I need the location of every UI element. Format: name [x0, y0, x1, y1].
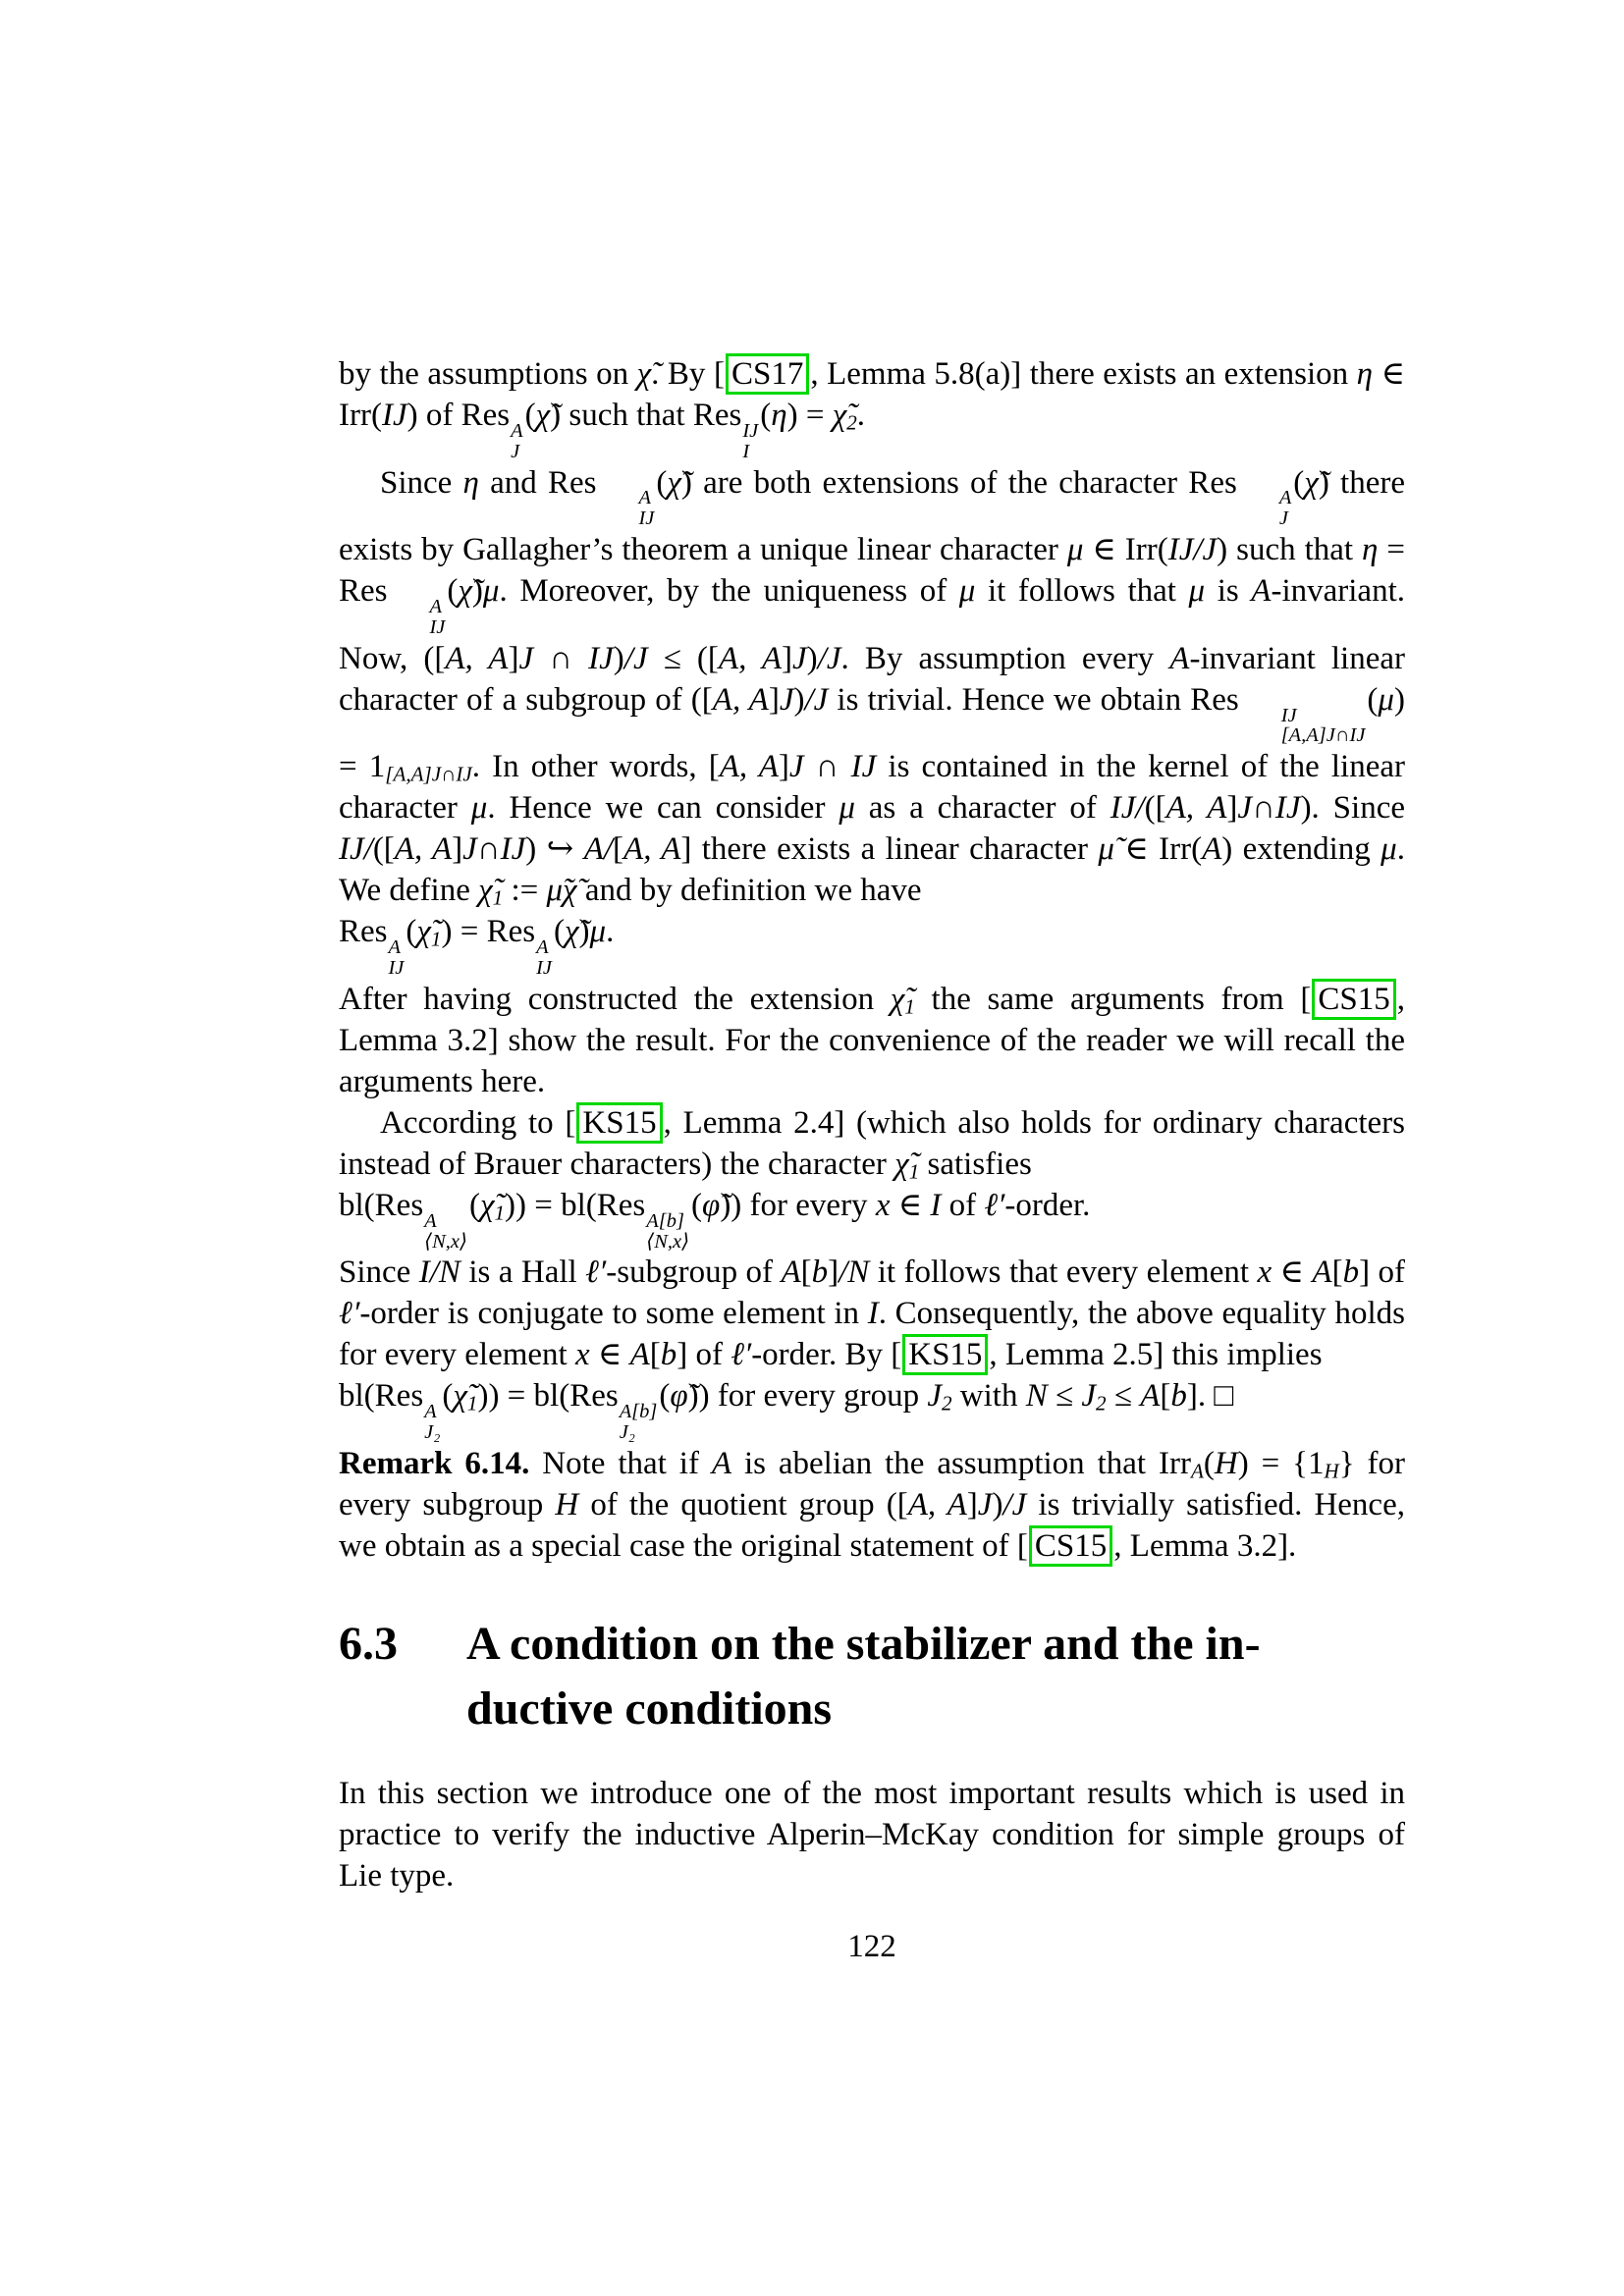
display-equation-restriction	[339, 911, 1405, 979]
text-run: ) there exists by Gallagher’s theorem a unique linear character	[339, 464, 1405, 568]
text-run: . By [	[651, 356, 725, 392]
text-run: )) = bl(Res	[477, 1378, 619, 1415]
text-run: . Consequently, the above equality holds for every element	[339, 1296, 1405, 1373]
text-run: ]. □	[1186, 1378, 1234, 1415]
text-run: of the quotient group ([	[578, 1487, 908, 1523]
text-run: and Res	[478, 464, 597, 501]
text-run: ]	[966, 1487, 978, 1523]
text-run: )	[578, 914, 590, 950]
math-text: /J	[817, 640, 841, 676]
text-run: .	[606, 914, 615, 950]
math-script: 1	[908, 1159, 920, 1184]
text-run: )	[992, 1487, 1003, 1523]
text-run: ]	[1226, 790, 1238, 827]
math-text: A, A	[718, 640, 782, 676]
math-supsub: A IJ	[638, 487, 655, 530]
math-text: A	[629, 1337, 650, 1373]
text-run: ([	[372, 831, 395, 868]
text-run: ∈ Irr(	[1113, 831, 1203, 868]
text-run: -order. By [	[751, 1337, 902, 1373]
text-run: ]	[768, 681, 780, 718]
text-run: (	[1293, 464, 1305, 501]
math-text: x	[1257, 1255, 1272, 1291]
math-text: J	[977, 1487, 993, 1523]
math-text: IJ/	[1110, 790, 1145, 827]
math-text: φ̃	[670, 1378, 688, 1415]
text-run: -invariant linear character of a subgroup of ([	[339, 640, 1405, 718]
section-number: 6.3	[339, 1618, 398, 1671]
text-run: , Lemma 2.4] (which also holds for ordinary characters instead of Brauer characters) the character	[339, 1104, 1405, 1182]
math-text: I/N	[418, 1255, 460, 1291]
text-run: by the assumptions on	[339, 356, 637, 392]
math-supsub: A ⟨N,x⟩	[424, 1209, 467, 1253]
math-text: χ̃	[890, 981, 905, 1017]
text-run: According to [	[380, 1104, 576, 1141]
text-run: ∩	[533, 640, 589, 676]
text-run: Res	[339, 914, 388, 950]
citation-link[interactable]: CS17	[726, 353, 809, 395]
math-text: A	[1140, 1378, 1161, 1415]
paragraph-after-having	[339, 979, 1405, 1102]
math-text: A, A	[1165, 790, 1227, 827]
text-run: of	[941, 1187, 985, 1223]
text-run: is trivial. Hence we obtain Res	[828, 681, 1239, 718]
math-text: b	[1170, 1378, 1187, 1415]
math-text: IJ/J	[1167, 532, 1218, 568]
math-text: χ̃	[453, 1378, 467, 1415]
math-script: 1	[466, 1392, 478, 1416]
citation-link[interactable]: CS15	[1312, 979, 1395, 1020]
text-run: ) such that	[1217, 532, 1363, 568]
math-supsub: A IJ	[388, 936, 405, 980]
text-run: is a Hall	[460, 1255, 586, 1291]
math-text: χ̃	[667, 464, 681, 501]
text-run: -subgroup of	[606, 1255, 782, 1291]
math-text: J	[779, 681, 794, 718]
math-text: /J	[1002, 1487, 1027, 1523]
text-run: (	[447, 573, 459, 610]
math-text: x	[875, 1187, 891, 1223]
math-script: 1	[430, 927, 442, 951]
text-run: (	[1367, 681, 1379, 718]
text-run: [	[1160, 1378, 1171, 1415]
section-title-line2: ductive conditions	[466, 1682, 833, 1735]
text-run: Since	[339, 1255, 419, 1291]
math-text: b	[811, 1255, 829, 1291]
math-text: μ̃	[1098, 831, 1114, 868]
text-run: ∈ Irr(	[1083, 532, 1168, 568]
math-script: 1	[494, 1201, 506, 1225]
remark-6-14	[339, 1443, 1405, 1567]
text-column	[339, 353, 1405, 1967]
text-run: ) =	[786, 398, 833, 433]
text-run: Since	[380, 464, 463, 501]
text-run: (	[524, 398, 536, 433]
text-run: In this section we introduce one of the most important results which is used in practice to verify the inductive Alperin–McKay condition for simple groups of Lie type.	[339, 1776, 1405, 1895]
math-text: b	[660, 1337, 677, 1373]
text-run: )	[471, 573, 483, 610]
text-run: , Lemma 2.5] this implies	[989, 1337, 1323, 1373]
text-run: ) of Res	[406, 398, 511, 433]
text-run: Note that if	[529, 1446, 712, 1482]
text-run: , Lemma 5.8(a)] there exists an extension	[810, 356, 1357, 392]
math-text: ℓ′	[984, 1187, 1005, 1223]
text-run: )) = bl(Res	[505, 1187, 646, 1223]
math-text: I	[867, 1296, 879, 1332]
math-text: A/	[583, 831, 614, 868]
text-run: (	[656, 464, 668, 501]
math-text: b	[1342, 1255, 1360, 1291]
text-run: . We define	[339, 831, 1405, 909]
math-supsub: A J₂	[424, 1401, 441, 1444]
text-run: ∩	[476, 831, 501, 868]
text-run: :=	[503, 873, 547, 909]
math-script: 2	[846, 410, 857, 435]
text-run: as a character of	[854, 790, 1110, 827]
text-run: ) extending	[1221, 831, 1381, 868]
math-text: A, A	[445, 640, 509, 676]
text-run: (	[406, 914, 417, 950]
math-text: IJ	[588, 640, 614, 676]
text-run: (	[442, 1378, 454, 1415]
section-heading-6-3	[339, 1612, 1405, 1741]
math-text: x	[574, 1337, 590, 1373]
math-text: A	[1202, 831, 1222, 868]
math-supsub: A[b] ⟨N,x⟩	[646, 1209, 690, 1253]
text-run: ]	[452, 831, 463, 868]
text-run: (	[553, 914, 565, 950]
citation-link[interactable]: KS15	[576, 1102, 662, 1144]
math-text: IJ/	[339, 831, 373, 868]
text-run: bl(Res	[339, 1187, 424, 1223]
display-equation-qed	[339, 1375, 1405, 1443]
text-run: ∈	[890, 1187, 931, 1223]
text-run: ≤	[1106, 1378, 1141, 1415]
math-script: 1	[904, 994, 915, 1019]
math-text: A, A	[719, 749, 779, 785]
math-text: I	[930, 1187, 942, 1223]
text-run: is trivially satisfied. Hence, we obtain as a special case the original statement of [	[339, 1487, 1405, 1565]
math-text: /J	[804, 681, 829, 718]
math-text: χ̃	[535, 398, 551, 433]
math-text: χ̃	[636, 356, 652, 392]
display-equation-block-equality	[339, 1185, 1405, 1253]
text-run: ]	[782, 640, 792, 676]
math-text: A, A	[712, 681, 769, 718]
text-run: ) = 1	[339, 681, 1405, 785]
text-run: } for every subgroup	[339, 1446, 1405, 1523]
math-text: ℓ′	[585, 1255, 607, 1291]
math-text: μ	[1066, 532, 1084, 568]
text-run: . Moreover, by the uniqueness of	[499, 573, 959, 610]
math-supsub: A IJ	[536, 936, 552, 980]
math-text: χ̃	[458, 573, 472, 610]
math-text: φ̃	[702, 1187, 721, 1223]
text-run: [	[800, 1255, 812, 1291]
math-text: μ	[1378, 681, 1394, 718]
text-run: ]	[508, 640, 519, 676]
math-text: A	[1251, 573, 1272, 610]
math-text: ℓ′	[339, 1296, 360, 1332]
math-supsub: IJ I	[742, 419, 759, 462]
text-run: ) = Res	[441, 914, 536, 950]
math-supsub: A J	[511, 419, 523, 462]
bold-text: Remark 6.14.	[339, 1446, 530, 1482]
math-text: χ̃	[416, 914, 431, 950]
text-run: .	[856, 398, 866, 433]
math-text: A	[1169, 640, 1190, 676]
math-text: A, A	[907, 1487, 967, 1523]
math-text: η	[462, 464, 479, 501]
math-script: 2	[941, 1392, 952, 1416]
text-run: -invariant. Now, ([	[339, 573, 1405, 676]
math-text: J	[1081, 1378, 1097, 1415]
math-text: J	[927, 1378, 942, 1415]
text-run: ([	[1144, 790, 1166, 827]
math-text: μ	[958, 573, 976, 610]
math-text: χ̃	[1304, 464, 1319, 501]
text-run: ] of	[677, 1337, 731, 1373]
math-text: χ̃	[479, 1187, 495, 1223]
text-run: ∈ Irr(	[339, 356, 1406, 433]
text-run: )	[613, 640, 624, 676]
text-run: )) for every	[720, 1187, 876, 1223]
math-text: A	[781, 1255, 801, 1291]
text-run: (	[659, 1378, 671, 1415]
math-text: N	[1025, 1378, 1048, 1415]
text-run: ) = {1	[1237, 1446, 1325, 1482]
math-script: A	[1190, 1459, 1204, 1483]
math-text: A, A	[623, 831, 681, 868]
paragraph-section-intro	[339, 1773, 1405, 1896]
math-text: η	[1356, 356, 1374, 392]
section-title	[466, 1612, 1405, 1741]
math-text: ℓ′	[731, 1337, 752, 1373]
text-run: (	[468, 1187, 480, 1223]
math-text: A	[711, 1446, 732, 1482]
math-text: A	[1312, 1255, 1332, 1291]
text-run: ) are both extensions of the character Res	[680, 464, 1237, 501]
text-run: is	[1205, 573, 1252, 610]
text-run: ). Since	[1300, 790, 1405, 827]
math-text: A, A	[394, 831, 453, 868]
math-text: η	[1362, 532, 1379, 568]
math-text: J	[792, 640, 807, 676]
text-run: it follows that every element	[869, 1255, 1258, 1291]
math-supsub: A IJ	[429, 596, 446, 638]
text-run: [	[613, 831, 624, 868]
math-text: IJ	[381, 398, 407, 433]
text-run: -order is conjugate to some element in	[359, 1296, 868, 1332]
text-run: After having constructed the extension	[339, 981, 891, 1017]
text-run: satisfies	[919, 1146, 1032, 1182]
math-text: μ	[1188, 573, 1206, 610]
math-text: μ	[1380, 831, 1397, 868]
math-text: IJ	[850, 749, 877, 785]
text-run: . In other words, [	[471, 749, 720, 785]
text-run: ]	[778, 749, 789, 785]
math-text: χ̃	[564, 914, 579, 950]
math-text: χ̃	[894, 1146, 909, 1182]
paragraph-gallagher-argument	[339, 462, 1405, 912]
math-supsub: A[b] J₂	[619, 1401, 658, 1444]
paragraph-extension	[339, 353, 1405, 462]
text-run: bl(Res	[339, 1378, 424, 1415]
math-text: μ	[470, 790, 488, 827]
text-run: ) such that Res	[550, 398, 742, 433]
text-run: = Res	[339, 532, 1405, 610]
math-text: J	[462, 831, 477, 868]
text-run: ∈	[589, 1337, 630, 1373]
math-text: IJ	[1274, 790, 1301, 827]
math-text: J	[788, 749, 804, 785]
text-run: ≤ ([	[647, 640, 719, 676]
text-run: (	[691, 1187, 703, 1223]
math-text: IJ	[500, 831, 526, 868]
text-run: and by definition we have	[576, 873, 922, 909]
text-run: )) for every group	[687, 1378, 928, 1415]
text-run: . Hence we can consider	[487, 790, 839, 827]
text-run: ∩	[1252, 790, 1275, 827]
text-run: the same arguments from [	[914, 981, 1312, 1017]
text-run: ] there exists a linear character	[680, 831, 1099, 868]
text-run: ∩	[803, 749, 851, 785]
text-run: -order.	[1004, 1187, 1091, 1223]
math-text: H	[555, 1487, 579, 1523]
math-script: H	[1324, 1459, 1339, 1483]
text-run: , Lemma 3.2] show the result. For the convenience of the reader we will recall the arguments here.	[339, 981, 1405, 1099]
math-text: χ̃	[832, 398, 847, 433]
text-run: ]	[828, 1255, 839, 1291]
text-run: [	[649, 1337, 661, 1373]
paragraph-hall-subgroup	[339, 1252, 1405, 1375]
math-text: η	[771, 398, 787, 433]
citation-link[interactable]: CS15	[1029, 1525, 1112, 1567]
text-run: . By assumption every	[840, 640, 1170, 676]
math-text: H	[1214, 1446, 1238, 1482]
section-title-line1: A condition on the stabilizer and the in-	[466, 1618, 1261, 1671]
math-text: μ	[839, 790, 855, 827]
text-run: (	[1203, 1446, 1215, 1482]
math-text: /J	[623, 640, 648, 676]
math-script: 1	[492, 885, 504, 910]
math-text: μ̃χ̃	[546, 873, 577, 909]
text-run: )	[806, 640, 818, 676]
text-run: ) ↪	[525, 831, 584, 868]
paragraph-according-to	[339, 1102, 1405, 1185]
math-text: χ̃	[478, 873, 493, 909]
math-text: J	[518, 640, 534, 676]
math-text: J	[1237, 790, 1253, 827]
text-run: )	[793, 681, 805, 718]
text-run: ≤	[1047, 1378, 1082, 1415]
page-number: 122	[847, 1929, 896, 1965]
math-text: /N	[839, 1255, 870, 1291]
text-run: it follows that	[975, 573, 1189, 610]
text-run: with	[951, 1378, 1026, 1415]
math-script: 2	[1096, 1392, 1107, 1416]
math-supsub: IJ [A,A]J∩IJ	[1280, 704, 1366, 747]
math-text: μ	[589, 914, 607, 950]
text-run: [	[1331, 1255, 1343, 1291]
text-run: (	[760, 398, 772, 433]
text-run: is abelian the assumption that Irr	[731, 1446, 1191, 1482]
text-run: ∈	[1272, 1255, 1313, 1291]
citation-link[interactable]: KS15	[902, 1334, 988, 1375]
text-run: ] of	[1359, 1255, 1405, 1291]
math-text: μ	[482, 573, 500, 610]
math-supsub: A J	[1278, 487, 1292, 530]
math-script: [A,A]J∩IJ	[385, 762, 472, 786]
text-run: is contained in the kernel of the linear character	[339, 749, 1405, 827]
text-run: , Lemma 3.2].	[1113, 1528, 1297, 1565]
